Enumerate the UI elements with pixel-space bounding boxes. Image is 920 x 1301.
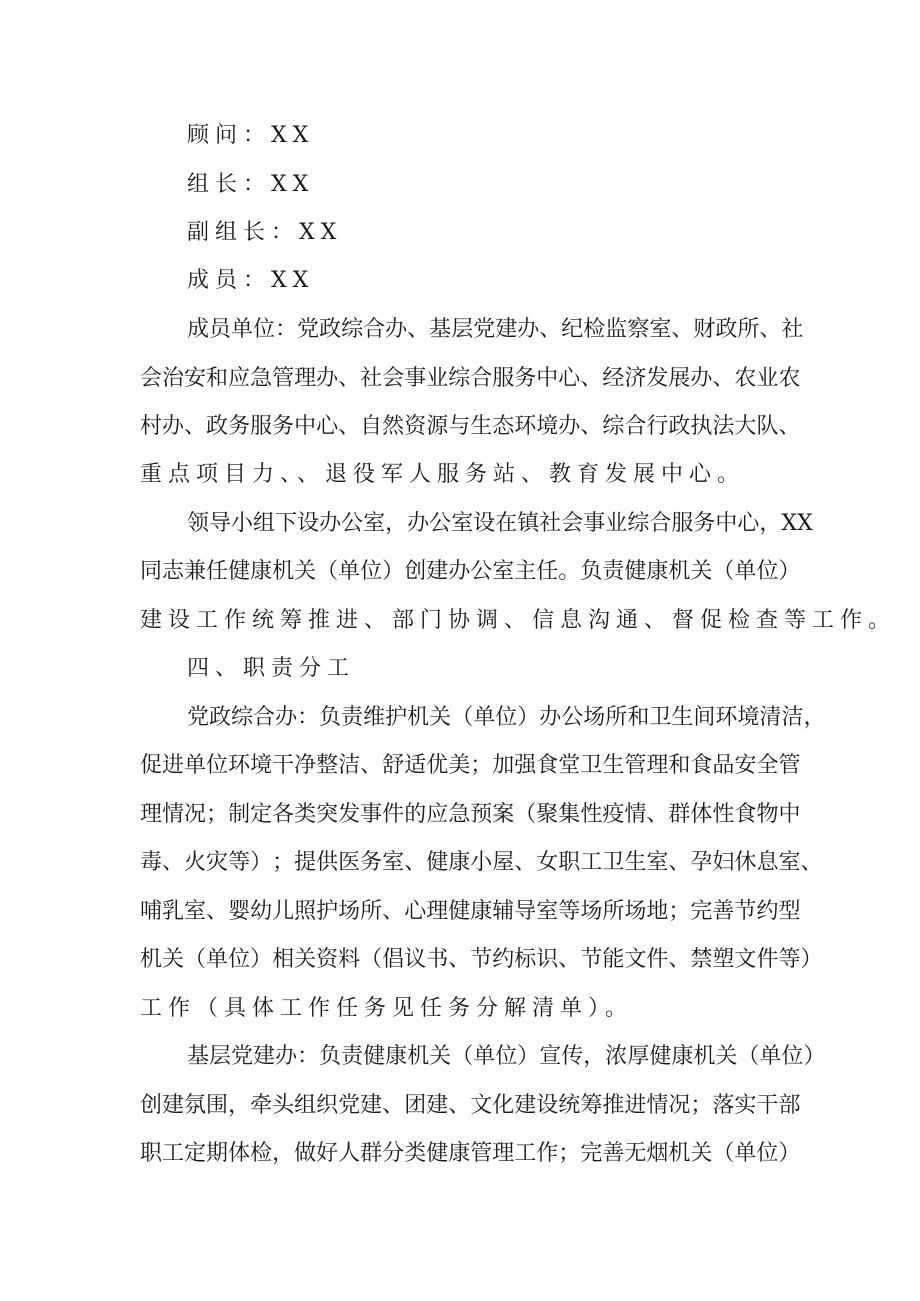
section-heading: 四、职责分工: [187, 656, 356, 681]
party-office-line-1: 党 政 综 合 办 ： 负 责 维 护 机 关 （ 单 位 ） 办 公 场 所 和 卫 生 间 环 境 清 洁 ，: [187, 705, 826, 730]
office-line-2: 同 志 兼 任 健 康 机 关 （ 单 位 ） 创 建 办 公 室 主 任 。 负 责 健 康 机 关 （ 单 位 ）: [140, 559, 801, 584]
party-office-line-5: 哺 乳 室 、 婴 幼 儿 照 护 场 所 、 心 理 健 康 辅 导 室 等 场 所 场 地 ； 完 善 节 约 型: [140, 899, 801, 924]
office-line-3: 建设工作统筹推进、部门协调、信息沟通、督促检查等工作。: [140, 608, 897, 633]
party-office-line-2: 促 进 单 位 环 境 干 净 整 洁 、 舒 适 优 美 ； 加 强 食 堂 卫 生 管 理 和 食 品 安 全 管: [140, 753, 801, 778]
member-units-line-4: 重点项目力、、退役军人服务站、教育发展中心。: [140, 462, 746, 487]
party-office-line-6: 机 关 （ 单 位 ） 相 关 资 料 （ 倡 议 书 、 节 约 标 识 、 节 能 文 件 、 禁 塑 文 件 等 ）: [140, 947, 823, 972]
member-units-line-1: 成 员 单 位 ： 党 政 综 合 办 、 基 层 党 建 办 、 纪 检 监 察 室 、 财 政 所 、 社: [187, 317, 804, 342]
party-office-line-3: 理 情 况 ； 制 定 各 类 突 发 事 件 的 应 急 预 案 （ 聚 集 性 疫 情 、 群 体 性 食 物 中: [140, 802, 801, 827]
member-units-line-3: 村 办 、 政 务 服 务 中 心 、 自 然 资 源 与 生 态 环 境 办 、 综 合 行 政 执 法 大 队 、: [140, 414, 801, 439]
party-office-line-7: 工作（具体工作任务见任务分解清单）。: [140, 996, 634, 1021]
party-office-line-4: 毒 、 火 灾 等 ） ； 提 供 医 务 室 、 健 康 小 屋 、 女 职 工 卫 生 室 、 孕 妇 休 息 室 、: [140, 850, 823, 875]
deputy-leader-line: 副组长：XX: [187, 220, 343, 245]
leader-line: 组长：XX: [187, 172, 315, 197]
grassroots-office-line-1: 基 层 党 建 办 ： 负 责 健 康 机 关 （ 单 位 ） 宣 传 ， 浓 厚 健 康 机 关 （ 单 位 ）: [187, 1044, 826, 1069]
members-line: 成员：XX: [187, 268, 315, 293]
advisor-line: 顾问：XX: [187, 123, 315, 148]
grassroots-office-line-3: 职 工 定 期 体 检 ， 做 好 人 群 分 类 健 康 管 理 工 作 ； 完 善 无 烟 机 关 （ 单 位 ）: [140, 1141, 801, 1166]
member-units-line-2: 会 治 安 和 应 急 管 理 办 、 社 会 事 业 综 合 服 务 中 心 、 经 济 发 展 办 、 农 业 农: [140, 366, 801, 391]
grassroots-office-line-2: 创 建 氛 围 ， 牵 头 组 织 党 建 、 团 建 、 文 化 建 设 统 筹 推 进 情 况 ； 落 实 干 部: [140, 1093, 801, 1118]
office-line-1: 领 导 小 组 下 设 办 公 室 ， 办 公 室 设 在 镇 社 会 事 业 综 合 服 务 中 心 ， X X: [187, 511, 813, 536]
